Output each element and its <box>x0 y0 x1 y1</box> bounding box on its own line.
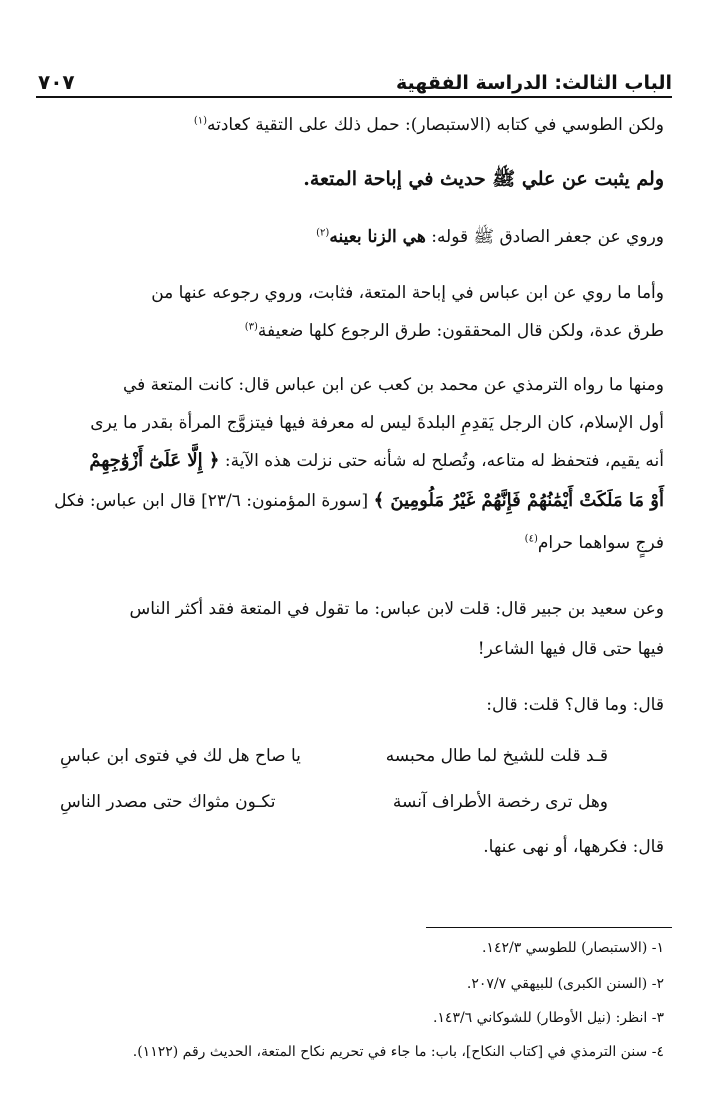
footnote-ref: (٣) <box>244 321 258 333</box>
page-header <box>38 58 672 94</box>
page-number: ٧٠٧ <box>38 70 75 94</box>
paragraph-text: وروي عن جعفر الصادق ﷺ قوله: <box>425 227 664 247</box>
paragraph-4-line-1: وأما ما روي عن ابن عباس في إباحة المتعة، فثابت، وروي رجوعه عنها من <box>151 283 664 303</box>
paragraph-7: قال: وما قال؟ قلت: قال: <box>486 695 664 715</box>
paragraph-3 <box>36 216 664 258</box>
footnote-separator <box>426 927 672 928</box>
paragraph-text: ولكن الطوسي في كتابه (الاستبصار): حمل ذلك على التقية كعادته <box>207 115 664 135</box>
footnote-3: ٣- انظر: (نيل الأوطار) للشوكاني ١٤٣/٦. <box>432 1010 664 1026</box>
footnote-ref: (٤) <box>524 533 538 545</box>
poem-verse-1 <box>60 746 608 776</box>
chapter-title: الباب الثالث: الدراسة الفقهية <box>396 72 672 94</box>
paragraph-2 <box>36 158 664 200</box>
paragraph-text: أنه يقيم، فتحفظ له متاعه، وتُصلح له شأنه حتى نزلت هذه الآية: <box>219 451 664 471</box>
paragraph-5-line-1: ومنها ما رواه الترمذي عن محمد بن كعب عن ابن عباس قال: كانت المتعة في <box>122 375 664 395</box>
quran-verse: ﴿ إِلَّا عَلَىٰٓ أَزْوَٰجِهِمْ <box>89 450 220 471</box>
paragraph-5-line-4 <box>36 480 664 522</box>
footnote-2: ٢- (السنن الكبرى) للبيهقي ٢٠٧/٧. <box>466 976 664 992</box>
quran-verse: أَوْ مَا مَلَكَتْ أَيْمَٰنُهُمْ فَإِنَّهُمْ غَيْرُ مَلُومِينَ ﴾ <box>373 490 664 511</box>
paragraph-5-line-2: أول الإسلام، كان الرجل يَقدِمِ البلدةَ ليس له معرفة فيها فيتزوَّج المرأة بقدر ما يرى <box>90 413 664 433</box>
poem-hemistich-1: وهل ترى رخصة الأطراف آنسة <box>392 792 608 812</box>
footnote-1: ١- (الاستبصار) للطوسي ١٤٢/٣. <box>481 940 664 956</box>
paragraph-text: طرق عدة، ولكن قال المحققون: طرق الرجوع كلها ضعيفة <box>257 321 664 341</box>
paragraph-text: فرجٍ سواهما حرام <box>537 533 664 553</box>
paragraph-text: ولم يثبت عن علي ﷺ حديث في إباحة المتعة. <box>303 168 664 190</box>
poem-verse-2 <box>60 792 608 822</box>
quote-bold: هي الزنا بعينه <box>329 227 426 247</box>
footnote-ref: (١) <box>193 115 208 127</box>
paragraph-8: قال: فكرهها، أو نهى عنها. <box>483 837 664 857</box>
paragraph-4-line-2 <box>36 310 664 352</box>
paragraph-1 <box>36 104 664 146</box>
footnote-4: ٤- سنن الترمذي في [كتاب النكاح]، باب: ما جاء في تحريم نكاح المتعة، الحديث رقم (١١٢٢). <box>132 1044 664 1060</box>
poem-hemistich-2: يا صاح هل لك في فتوى ابن عباسِ <box>60 746 301 766</box>
paragraph-6-line-2: فيها حتى قال فيها الشاعر! <box>477 639 664 659</box>
poem-hemistich-1: قـد قلت للشيخ لما طال محبسه <box>385 746 608 766</box>
footnote-ref: (٢) <box>316 227 330 239</box>
header-rule <box>36 96 672 98</box>
paragraph-6-line-1: وعن سعيد بن جبير قال: قلت لابن عباس: ما تقول في المتعة فقد أكثر الناس <box>129 599 664 619</box>
paragraph-5-line-5 <box>36 522 664 564</box>
poem-hemistich-2: تكـون مثواك حتى مصدر الناسِ <box>60 792 276 812</box>
paragraph-text: [سورة المؤمنون: ٢٣/٦] قال ابن عباس: فكل <box>54 491 374 511</box>
paragraph-5-line-3 <box>36 440 664 482</box>
